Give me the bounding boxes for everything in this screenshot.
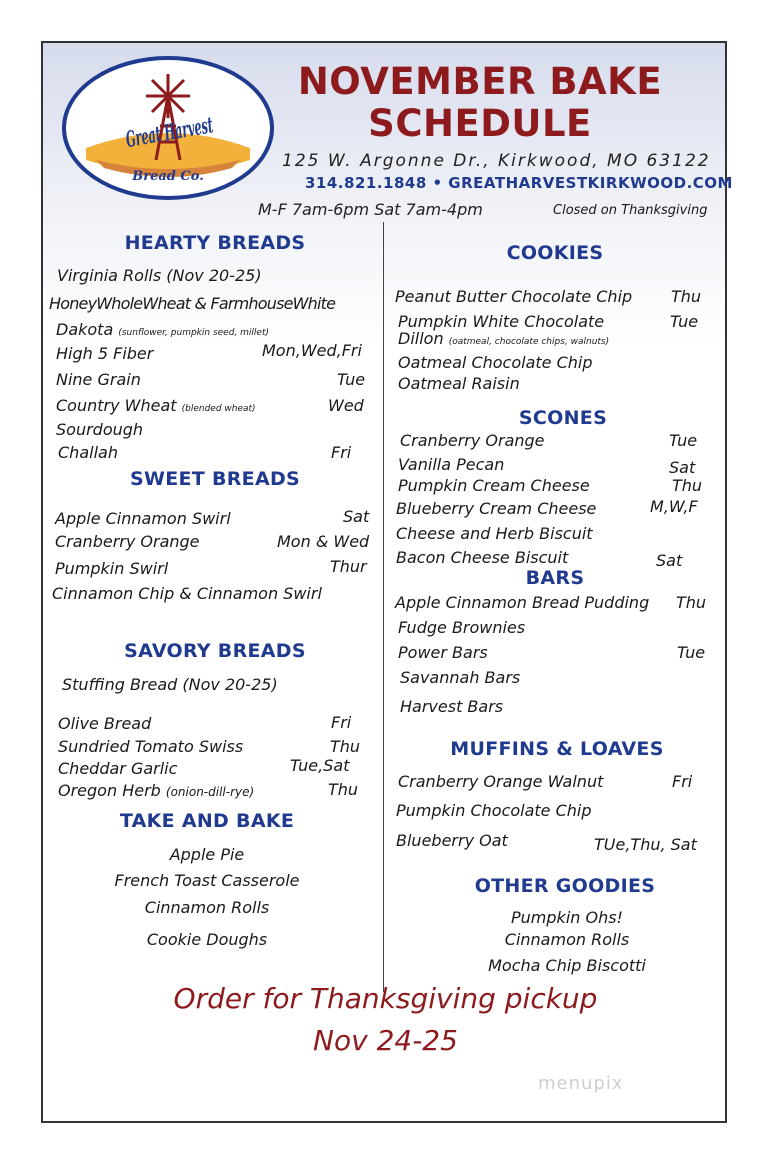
list-item <box>56 396 256 415</box>
item-note: (onion-dill-rye) <box>165 785 255 799</box>
logo-word-great: Great Harvest <box>123 97 299 154</box>
bake-day: Tue <box>670 312 699 331</box>
list-item: Stuffing Bread (Nov 20-25) <box>62 675 278 694</box>
heading-sweet-breads: SWEET BREADS <box>129 468 301 490</box>
heading-take-and-bake: TAKE AND BAKE <box>119 810 295 832</box>
list-item: Cinnamon Rolls <box>144 898 270 917</box>
bake-day: Fri <box>331 713 352 732</box>
list-item <box>58 781 254 800</box>
heading-cookies: COOKIES <box>506 242 604 264</box>
store-hours: M-F 7am-6pm Sat 7am-4pm <box>258 200 483 219</box>
heading-scones: SCONES <box>518 407 608 429</box>
bake-day: M,W,F <box>650 497 698 516</box>
list-item: Apple Cinnamon Swirl <box>55 509 231 528</box>
item-note: (sunflower, pumpkin seed, millet) <box>118 328 269 338</box>
list-item: Vanilla Pecan <box>398 455 505 474</box>
list-item: Pumpkin White Chocolate <box>398 312 605 331</box>
bake-day: Sat <box>343 507 370 526</box>
list-item: Sundried Tomato Swiss <box>58 737 244 756</box>
list-item <box>398 329 609 348</box>
list-item: Fudge Brownies <box>398 618 526 637</box>
bake-day: Sat <box>669 458 696 477</box>
list-item: Olive Bread <box>58 714 152 733</box>
list-item: Cranberry Orange <box>55 532 200 551</box>
list-item: Sourdough <box>56 420 144 439</box>
list-item: Peanut Butter Chocolate Chip <box>395 287 633 306</box>
great-harvest-logo <box>62 56 299 200</box>
list-item: Pumpkin Swirl <box>55 559 169 578</box>
list-item: Pumpkin Ohs! <box>511 908 623 927</box>
bake-day: Thu <box>671 287 702 306</box>
column-divider <box>383 222 384 992</box>
list-item: HoneyWholeWheat & FarmhouseWhite <box>49 294 336 313</box>
list-item: Blueberry Oat <box>396 831 508 850</box>
bake-day: Thur <box>330 557 367 576</box>
list-item: Cheese and Herb Biscuit <box>396 524 593 543</box>
item-name: Dillon <box>398 329 444 348</box>
item-name: Dakota <box>56 320 114 339</box>
list-item: Power Bars <box>398 643 488 662</box>
list-item: High 5 Fiber <box>56 344 154 363</box>
bake-day: Mon,Wed,Fri <box>262 341 362 360</box>
heading-hearty-breads: HEARTY BREADS <box>124 232 306 254</box>
bake-day: Tue <box>337 370 366 389</box>
list-item: French Toast Casserole <box>114 871 300 890</box>
list-item: Nine Grain <box>56 370 141 389</box>
contact-line: 314.821.1848 • GREATHARVESTKIRKWOOD.COM <box>305 174 733 192</box>
list-item: Bacon Cheese Biscuit <box>396 548 569 567</box>
list-item: Pumpkin Chocolate Chip <box>396 801 592 820</box>
list-item: Harvest Bars <box>400 697 504 716</box>
list-item: Oatmeal Raisin <box>398 374 520 393</box>
logo-word-bread-co: Bread Co. <box>132 169 204 184</box>
bake-day: Thu <box>672 476 703 495</box>
list-item: Pumpkin Cream Cheese <box>398 476 590 495</box>
order-note-line1: Order for Thanksgiving pickup <box>173 982 598 1015</box>
page-title-line2: SCHEDULE <box>368 102 592 145</box>
item-note: (oatmeal, chocolate chips, walnuts) <box>448 337 610 347</box>
list-item: Apple Cinnamon Bread Pudding <box>395 593 650 612</box>
order-note-line2: Nov 24-25 <box>313 1024 458 1057</box>
list-item: Cookie Doughs <box>146 930 268 949</box>
item-name: Oregon Herb <box>58 781 161 800</box>
list-item: Oatmeal Chocolate Chip <box>398 353 593 372</box>
list-item: Cranberry Orange <box>400 431 545 450</box>
bake-day: Sat <box>656 551 683 570</box>
bake-day: Thu <box>328 780 359 799</box>
list-item: Savannah Bars <box>400 668 521 687</box>
heading-muffins-loaves: MUFFINS & LOAVES <box>450 738 664 760</box>
list-item: Apple Pie <box>169 845 245 864</box>
list-item: Virginia Rolls (Nov 20-25) <box>57 266 262 285</box>
bake-day: Tue,Sat <box>290 756 350 775</box>
bake-day: Tue <box>677 643 706 662</box>
list-item: Challah <box>58 443 118 462</box>
list-item: Cranberry Orange Walnut <box>398 772 604 791</box>
bake-day: Fri <box>331 443 352 462</box>
bake-day: Mon & Wed <box>277 532 370 551</box>
bake-day: TUe,Thu, Sat <box>594 835 697 854</box>
watermark: menupix <box>538 1073 624 1094</box>
list-item: Mocha Chip Biscotti <box>488 956 646 975</box>
bake-day: Fri <box>672 772 693 791</box>
heading-savory-breads: SAVORY BREADS <box>124 640 306 662</box>
bake-day: Thu <box>676 593 707 612</box>
closed-note: Closed on Thanksgiving <box>553 203 708 218</box>
heading-bars: BARS <box>525 567 585 589</box>
heading-other-goodies: OTHER GOODIES <box>474 875 656 897</box>
item-note: (blended wheat) <box>181 404 256 414</box>
page-title-line1: NOVEMBER BAKE <box>297 60 663 103</box>
address: 125 W. Argonne Dr., Kirkwood, MO 63122 <box>282 151 711 171</box>
list-item: Blueberry Cream Cheese <box>396 499 597 518</box>
bake-day: Wed <box>328 396 364 415</box>
list-item: Cheddar Garlic <box>58 759 178 778</box>
list-item <box>56 320 269 339</box>
list-item: Cinnamon Chip & Cinnamon Swirl <box>52 584 322 603</box>
bake-day: Thu <box>330 737 361 756</box>
list-item: Cinnamon Rolls <box>504 930 630 949</box>
bake-day: Tue <box>669 431 698 450</box>
item-name: Country Wheat <box>56 396 177 415</box>
